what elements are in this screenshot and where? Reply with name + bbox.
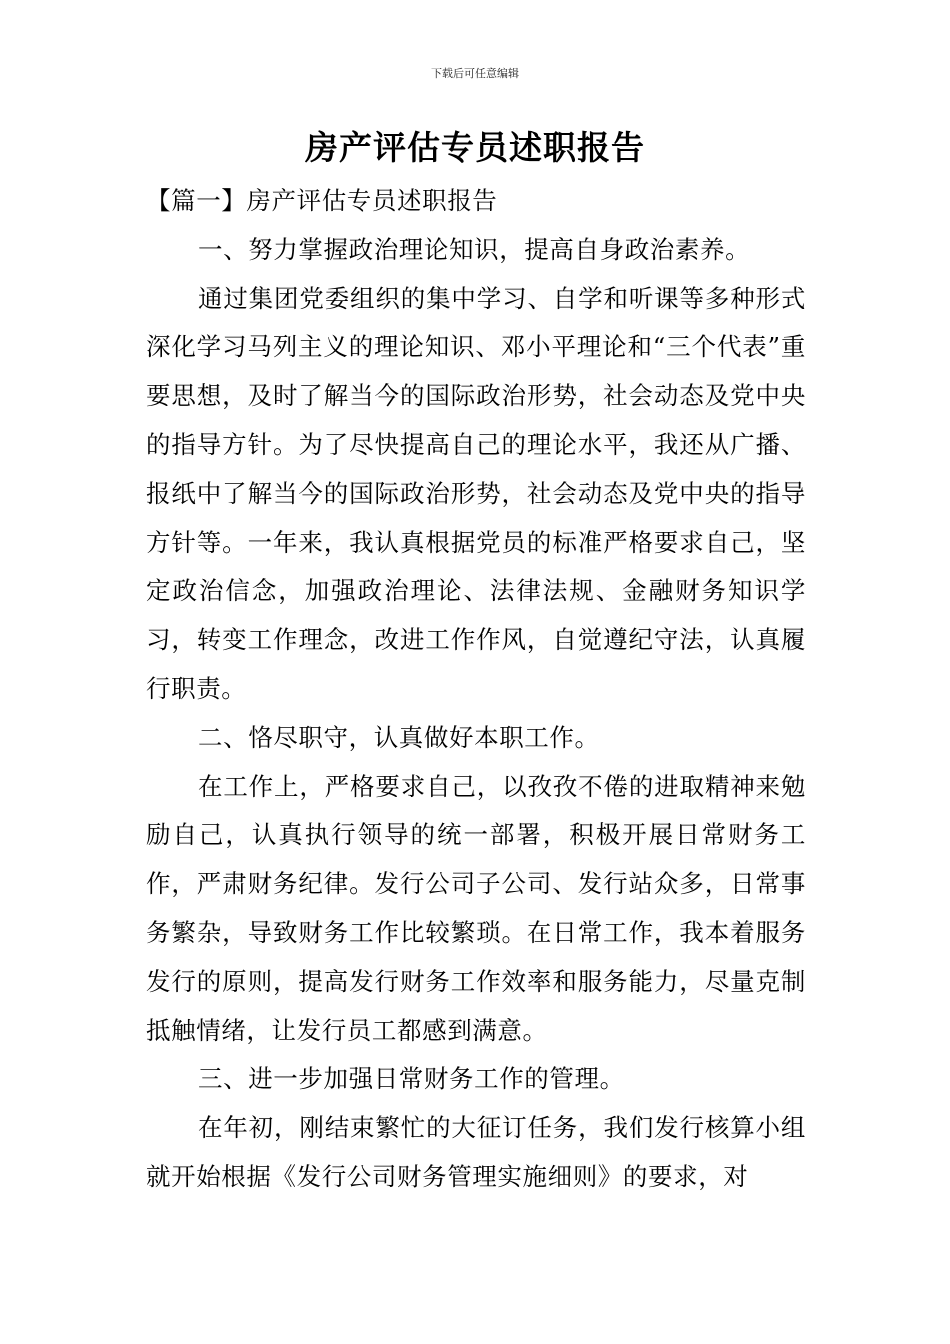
paragraph-2: 在工作上，严格要求自己，以孜孜不倦的进取精神来勉励自己，认真执行领导的统一部署，积极开展日常财务工作，严肃财务纪律。发行公司子公司、发行站众多，日常事务繁杂，导致财务工作比较繁琐。在日常工作，我本着服务发行的原则，提高发行财务工作效率和服务能力，尽量克制抵触情绪，让发行员工都感到满意。: [146, 771, 806, 1045]
paragraph-3: 在年初，刚结束繁忙的大征订任务，我们发行核算小组就开始根据《发行公司财务管理实施细则》的要求，对: [146, 1113, 806, 1191]
document-title: 房产评估专员述职报告: [305, 128, 645, 167]
section-label: 【篇一】房产评估专员述职报告: [146, 186, 498, 215]
header-note: 下载后可任意编辑: [431, 67, 519, 80]
heading-1: 一、努力掌握政治理论知识，提高自身政治素养。: [198, 234, 751, 264]
heading-2: 二、恪尽职守，认真做好本职工作。: [198, 722, 600, 752]
heading-3: 三、进一步加强日常财务工作的管理。: [198, 1064, 625, 1094]
paragraph-1: 通过集团党委组织的集中学习、自学和听课等多种形式深化学习马列主义的理论知识、邓小平理论和“三个代表”重要思想，及时了解当今的国际政治形势，社会动态及党中央的指导方针。为了尽快提高自己的理论水平，我还从广播、报纸中了解当今的国际政治形势，社会动态及党中央的指导方针等。一年来，我认真根据党员的标准严格要求自己，坚定政治信念，加强政治理论、法律法规、金融财务知识学习，转变工作理念，改进工作作风，自觉遵纪守法，认真履行职责。: [146, 283, 806, 703]
document-body: [146, 177, 806, 1202]
